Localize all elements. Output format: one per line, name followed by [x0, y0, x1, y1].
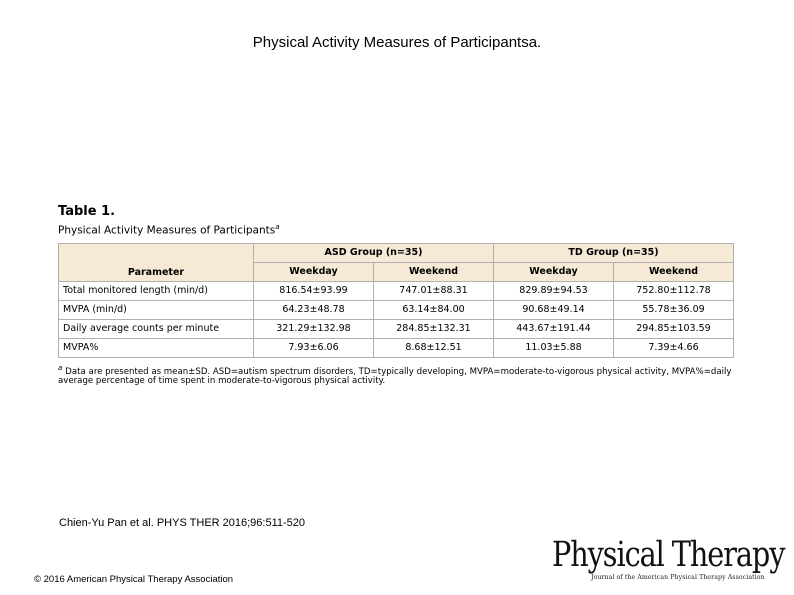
header-td-weekend: Weekend	[614, 262, 734, 281]
cell-td-weekday: 443.67±191.44	[494, 319, 614, 338]
cell-asd-weekday: 816.54±93.99	[254, 281, 374, 300]
cell-asd-weekend: 747.01±88.31	[374, 281, 494, 300]
header-td-weekday: Weekday	[494, 262, 614, 281]
table-row	[59, 338, 734, 357]
header-td-group: TD Group (n=35)	[494, 243, 734, 262]
cell-td-weekday: 829.89±94.53	[494, 281, 614, 300]
table-row	[59, 319, 734, 338]
header-row-groups	[59, 243, 734, 262]
header-asd-weekday: Weekday	[254, 262, 374, 281]
cell-asd-weekend: 284.85±132.31	[374, 319, 494, 338]
logo-wordmark: Physical Therapy	[552, 535, 785, 575]
logo-subtitle: Journal of the American Physical Therapy Association	[591, 574, 765, 581]
cell-parameter: Total monitored length (min/d)	[59, 281, 254, 300]
footnote-text: Data are presented as mean±SD. ASD=autism spectrum disorders, TD=typically developing, MVPA=moderate-to-vigorous physical activity, MVPA%=daily average percentage of time spent in moderate-to-vigorous physical activity.	[58, 366, 732, 387]
table-label: Table 1.	[58, 204, 116, 219]
table-caption	[58, 220, 736, 238]
table-row	[59, 300, 734, 319]
cell-parameter: MVPA (min/d)	[59, 300, 254, 319]
cell-td-weekend: 294.85±103.59	[614, 319, 734, 338]
cell-td-weekday: 11.03±5.88	[494, 338, 614, 357]
copyright-notice: © 2016 American Physical Therapy Association	[34, 574, 234, 585]
cell-asd-weekday: 7.93±6.06	[254, 338, 374, 357]
table-caption-text: Physical Activity Measures of Participants	[58, 224, 276, 237]
cell-td-weekend: 7.39±4.66	[614, 338, 734, 357]
footnote-mark: a	[58, 363, 63, 372]
cell-td-weekend: 752.80±112.78	[614, 281, 734, 300]
cell-asd-weekend: 8.68±12.51	[374, 338, 494, 357]
data-table	[58, 243, 734, 358]
cell-asd-weekday: 64.23±48.78	[254, 300, 374, 319]
cell-td-weekend: 55.78±36.09	[614, 300, 734, 319]
cell-parameter: Daily average counts per minute	[59, 319, 254, 338]
cell-parameter: MVPA%	[59, 338, 254, 357]
table-row	[59, 281, 734, 300]
cell-asd-weekend: 63.14±84.00	[374, 300, 494, 319]
table-caption-mark: a	[275, 223, 280, 231]
slide-title: Physical Activity Measures of Participantsa.	[252, 34, 542, 51]
table-figure	[58, 204, 736, 386]
citation: Chien-Yu Pan et al. PHYS THER 2016;96:511-520	[59, 517, 306, 529]
cell-asd-weekday: 321.29±132.98	[254, 319, 374, 338]
header-asd-group: ASD Group (n=35)	[254, 243, 494, 262]
header-asd-weekend: Weekend	[374, 262, 494, 281]
journal-logo	[552, 536, 784, 586]
cell-td-weekday: 90.68±49.14	[494, 300, 614, 319]
header-parameter: Parameter	[59, 243, 254, 281]
table-footnote	[58, 363, 736, 387]
